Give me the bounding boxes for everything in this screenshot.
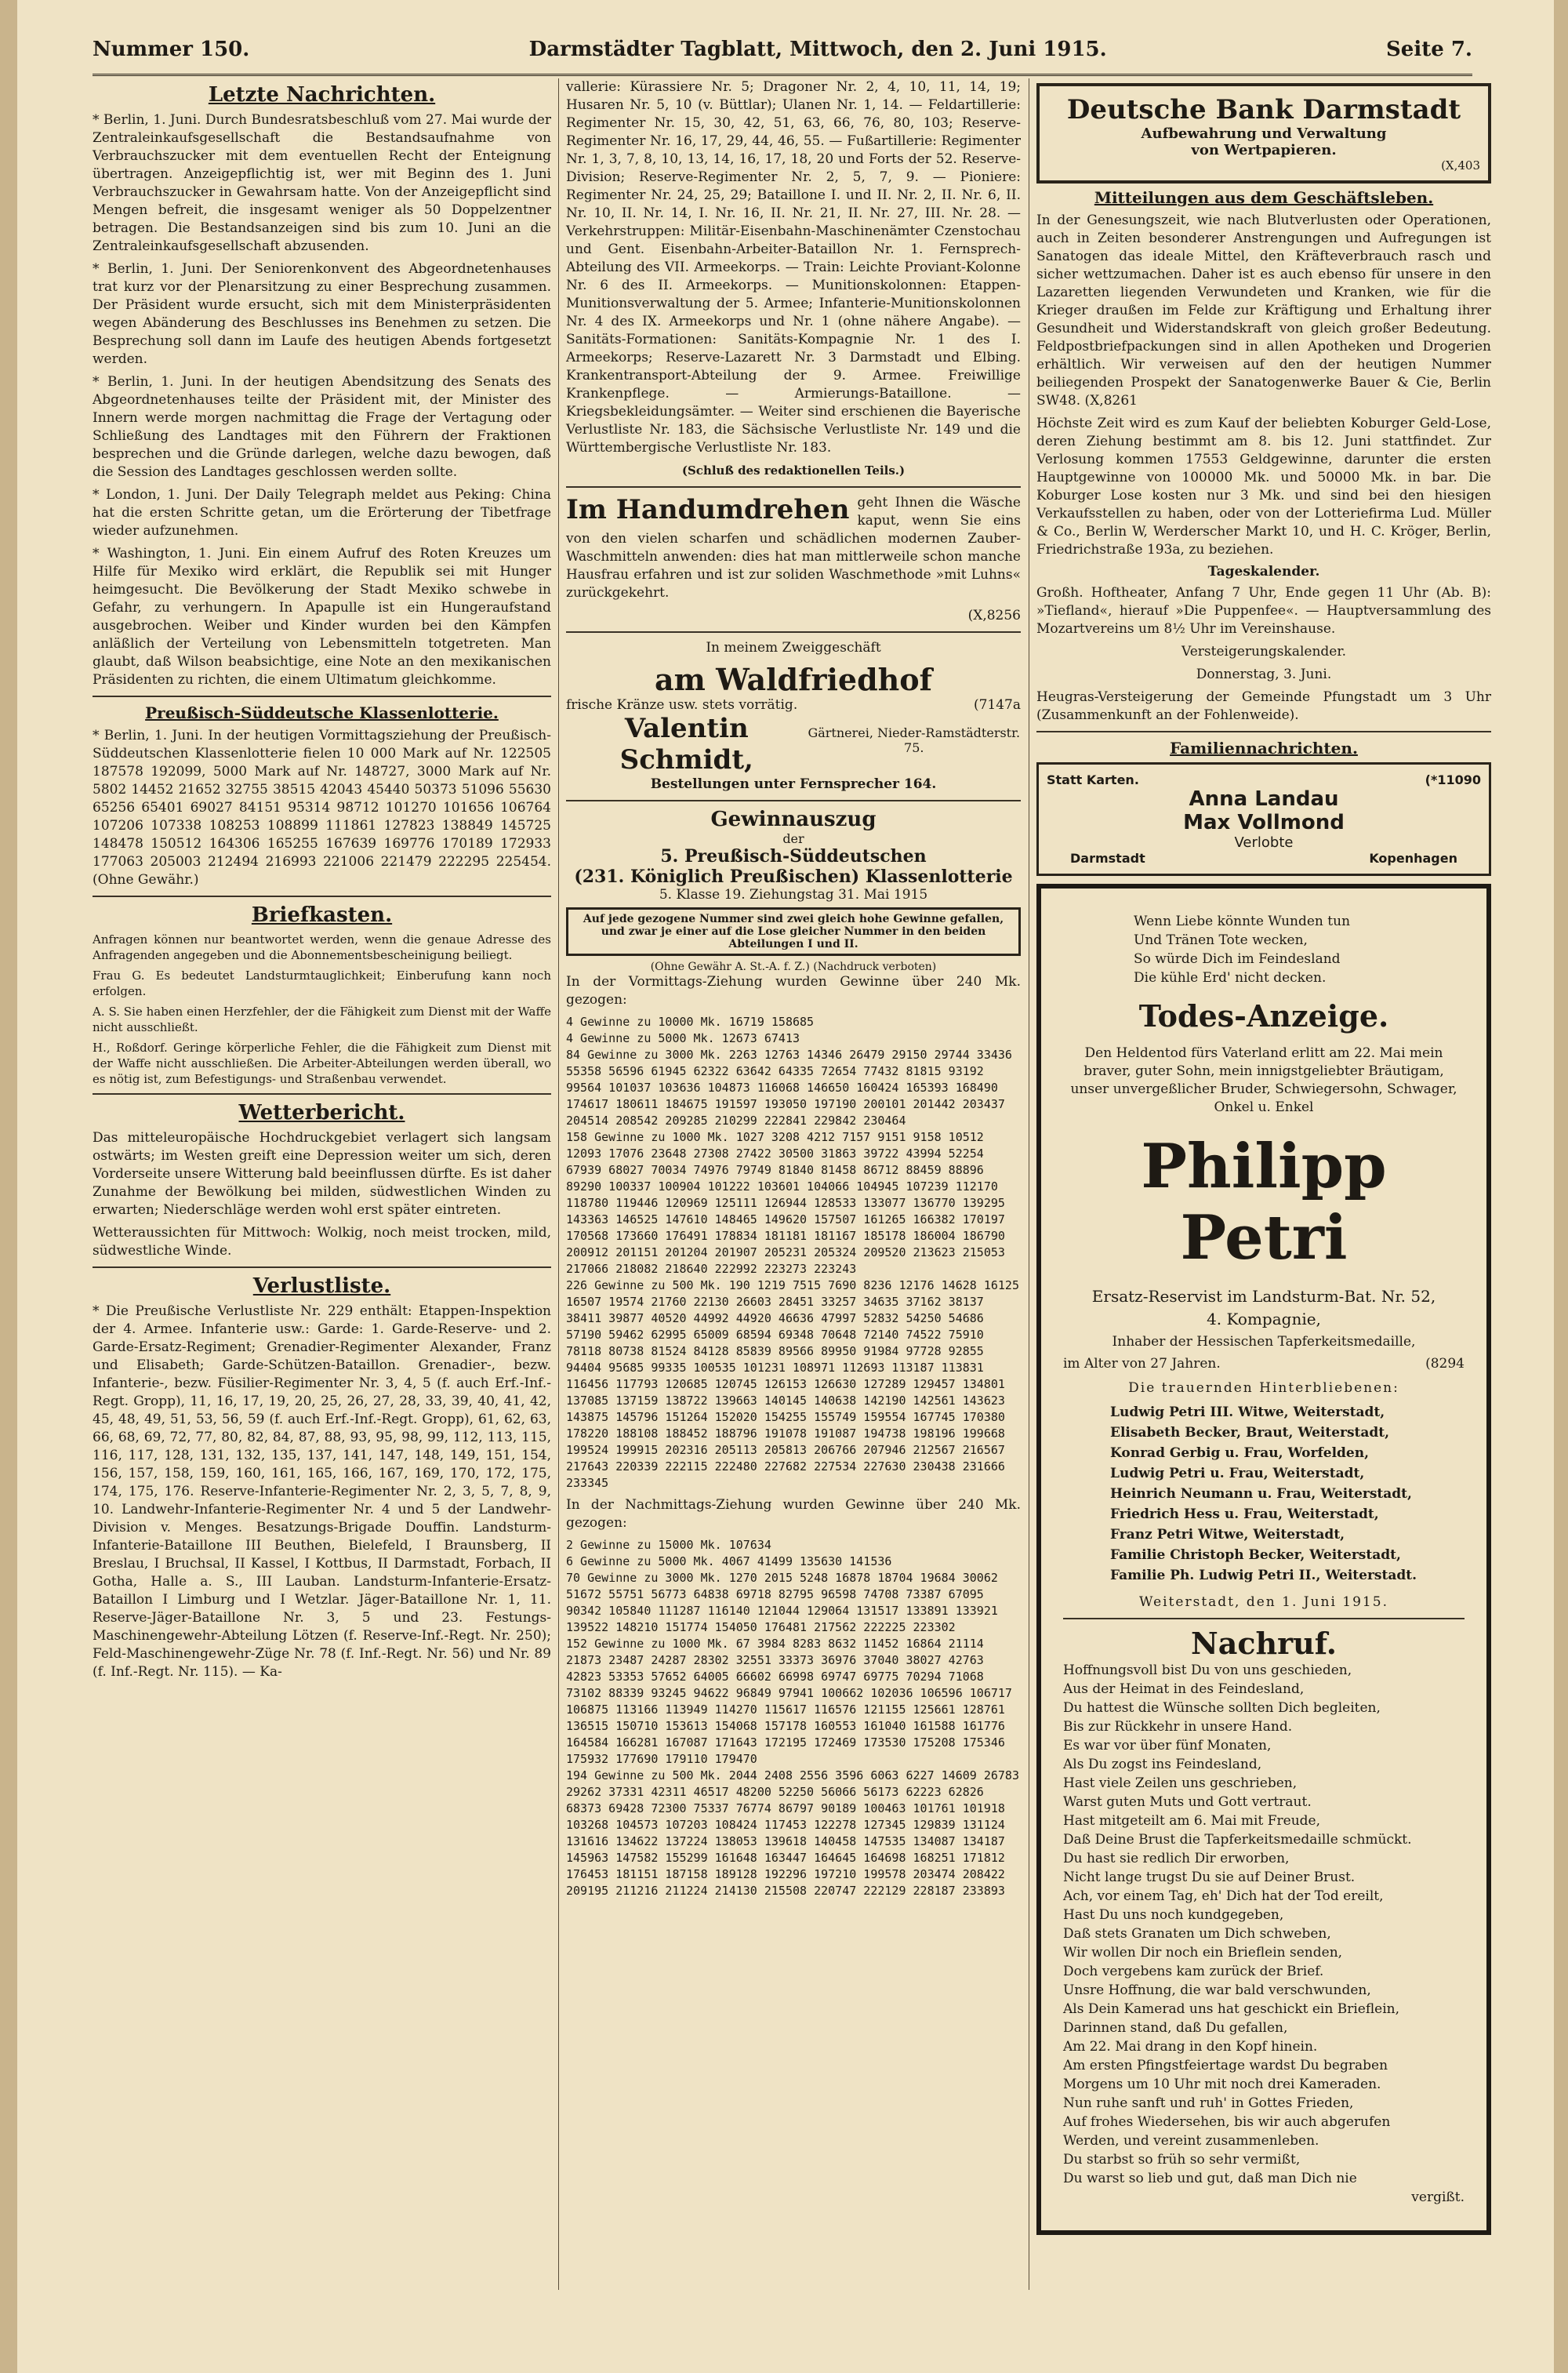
- deceased-rank: Ersatz-Reservist im Landsturm-Bat. Nr. 52,: [1091, 1287, 1436, 1306]
- calendar-subheading: Versteigerungskalender.: [1181, 644, 1347, 660]
- morning-draw-heading: In der Vormittags-Ziehung wurden Gewinne über 240 Mk. gezogen:: [566, 974, 1021, 1008]
- obituary-line: Darinnen stand, daß Du gefallen,: [1063, 2020, 1288, 2036]
- ad-florist-headline: am Waldfriedhof: [655, 662, 932, 697]
- mourner: Familie Ph. Ludwig Petri II., Weiterstadt.: [1110, 1568, 1417, 1583]
- calendar-item: Großh. Hoftheater, Anfang 7 Uhr, Ende gegen 11 Uhr (Ab. B): »Tiefland«, hierauf »Die Puppenfee«. — Hauptversammlung des Mozartvereins um 8½ Uhr im Vereinshause.: [1036, 585, 1491, 637]
- obituary-line: Nicht lange trugst Du sie auf Deiner Brust.: [1063, 1870, 1356, 1885]
- obituary-line: Am 22. Mai drang in den Kopf hinein.: [1063, 2039, 1318, 2055]
- mourner: Familie Christoph Becker, Weiterstadt,: [1110, 1547, 1401, 1563]
- divider: [1063, 1618, 1465, 1619]
- divider: [93, 1093, 551, 1095]
- mourner: Ludwig Petri III. Witwe, Weiterstadt,: [1110, 1405, 1385, 1420]
- business-item: Höchste Zeit wird es zum Kauf der beliebten Koburger Geld-Lose, deren Ziehung bestimmt am 8. bis 12. Juni stattfindet. Zur Verlosung kommen 17553 Geldgewinne, darunter die ersten Hauptgewinne von 100000 Mk. und 50000 Mk. in bar. Die Koburger Lose kosten nur 3 Mk. und sind bei den hiesigen Verkaufsstellen zu haben, oder von der Lotteriefirma Lud. Müller & Co., Berlin W, Werderscher Markt 10, und H. C. Kröger, Berlin, Friedrichstraße 193a, zu beziehen.: [1036, 416, 1491, 558]
- newspaper-title: Darmstädter Tagblatt, Mittwoch, den 2. Juni 1915.: [528, 38, 1107, 61]
- obituary-line: Hast viele Zeilen uns geschrieben,: [1063, 1775, 1298, 1791]
- calendar-date: Donnerstag, 3. Juni.: [1196, 667, 1332, 682]
- death-intro: Den Heldentod fürs Vaterland erlitt am 22. Mai mein braver, guter Sohn, mein innigstgeliebter Bräutigam, unser unvergeßlicher Bruder, Schwiegersohn, Schwager, Onkel u. Enkel: [1070, 1045, 1457, 1115]
- news-heading: Letzte Nachrichten.: [208, 83, 436, 107]
- lottery-der: der: [782, 831, 804, 846]
- ad-code: (X,403: [1441, 158, 1480, 173]
- afternoon-draw-numbers: 2 Gewinne zu 15000 Mk. 107634 6 Gewinne zu 5000 Mk. 4067 41499 135630 141536 70 Gewinne zu 3000 Mk. 1270 2015 5248 16878 18704 19684 30062 51672 55751 56773 64838 69718 82795 96598 74708 73387 67095 90342 105840 111287 116140 121044 129064 131517 133891 133921 139522 148210 151774 154050 176481 217562 222225 223302 152 Gewinne zu 1000 Mk. 67 3984 8283 8632 11452 16864 21114 21873 23487 24287 28302 32551 33373 36976 37040 38027 42763 42823 53353 57652 64005 66602 66998 69747 69775 70294 71068 73102 88339 93245 94622 96849 97941 100662 102036 106596 106717 106875 113166 113949 114270 115617 116576 121155 125661 128761 136515 150710 153613 154068 157178 160553 161040 161588 161776 164584 166281 167087 171643 172195 172469 173530 175208 175346 175932 177690 179110 179470 194 Gewinne zu 500 Mk. 2044 2408 2556 3596 6063 6227 14609 26783 29262 37331 42311 46517 48200 52250 56066 56173 62223 62826 68373 69428 72300 75337 76774 86797 90189 100463 101761 101918 103268 104573 107203 108424 117453 122278 127345 129839 131124 131616 134622 137224 138053 139618 140458 147535 134087 134187 145963 147582 155299 161648 163447 164645 164698 168251 171812 176453 181151 187158 189128 192296 197210 199578 203474 208422 209195 211216 211224 214130 215508 220747 222129 228187 233893: [566, 1538, 1019, 1898]
- obituary-line: Du starbst so früh so sehr vermißt,: [1063, 2152, 1301, 2168]
- obituary-line: Ach, vor einem Tag, eh' Dich hat der Tod ereilt,: [1063, 1888, 1384, 1904]
- letters-section: [93, 932, 551, 1087]
- lottery-note: Auf jede gezogene Nummer sind zwei gleich hohe Gewinne gefallen, und zwar je einer auf die Lose gleicher Nummer in den beiden Abteilungen I und II.: [566, 907, 1021, 956]
- business-heading: Mitteilungen aus dem Geschäftsleben.: [1094, 188, 1434, 207]
- mourner: Heinrich Neumann u. Frau, Weiterstadt,: [1110, 1486, 1412, 1502]
- obituary-poem: [1063, 1661, 1465, 2207]
- lottery-title: Gewinnauszug: [710, 808, 877, 831]
- deceased-name: Philipp Petri: [1141, 1131, 1387, 1274]
- ad-florist-phone: Bestellungen unter Fernsprecher 164.: [650, 776, 937, 792]
- obituary-line: Bis zur Rückkehr in unsere Hand.: [1063, 1719, 1293, 1735]
- obituary-line: Warst guten Muts und Gott vertraut.: [1063, 1794, 1312, 1810]
- ad-code: (X,8256: [967, 608, 1021, 623]
- ad-code: (7147a: [973, 697, 1021, 713]
- editorial-end: (Schluß des redaktionellen Teils.): [681, 463, 906, 478]
- obituary-line: Hast mitgeteilt am 6. Mai mit Freude,: [1063, 1813, 1320, 1829]
- bank-name: Deutsche Bank Darmstadt: [1066, 94, 1461, 125]
- mourner: Friedrich Hess u. Frau, Weiterstadt,: [1110, 1506, 1379, 1522]
- lottery-results: [566, 808, 1021, 973]
- engagement-statt: Statt Karten.: [1047, 772, 1139, 787]
- ad-laundry-headline: Im Handumdrehen: [566, 494, 850, 525]
- deceased-medal: Inhaber der Hessischen Tapferkeitsmedaille,: [1112, 1334, 1416, 1350]
- losses-continued: vallerie: Kürassiere Nr. 5; Dragoner Nr. 2, 4, 10, 11, 14, 19; Husaren Nr. 5, 10 (v. Büttlar); Ulanen Nr. 1, 14. — Feldartillerie: Regimenter Nr. 15, 30, 42, 51, 63, 66, 76, 80, 103; Reserve-Regimenter Nr. 16, 17, 29, 44, 46, 55. — Fußartillerie: Regimenter Nr. 1, 3, 7, 8, 10, 13, 14, 16, 17, 18, 20 und Forts der 52. Reserve-Division; Reserve-Regimenter Nr. 2, 5, 7, 9. — Pioniere: Regimenter Nr. 24, 25, 29; Bataillone I. und II. Nr. 2, II. Nr. 6, II. Nr. 10, II. Nr. 14, I. Nr. 16, II. Nr. 21, II. Nr. 27, III. Nr. 28. — Verkehrstruppen: Militär-Eisenbahn-Maschinenämter Czenstochau und Gent. Eisenbahn-Arbeiter-Bataillon Nr. 1. Fernsprech-Abteilung des VII. Armeekorps. — Train: Leichte Proviant-Kolonne Nr. 6 des II. Armeekorps. — Munitionskolonnen: Etappen-Munitionsverwaltung der 5. Armee; Infanterie-Munitionskolonnen Nr. 4 des IX. Armeekorps und Nr. 1 (ohne nähere Angabe). — Sanitäts-Formationen: Sanitäts-Kompagnie Nr. 1 des I. Armeekorps; Reserve-Lazarett Nr. 3 Darmstadt und Elbing. Krankentransport-Abteilung der 9. Armee. Freiwillige Krankenpflege. — Armierungs-Bataillone. — Kriegsbekleidungsämter. — Weiter sind erschienen die Bayerische Verlustliste Nr. 183, die Sächsische Verlustliste Nr. 149 und die Württembergische Verlustliste Nr. 183.: [566, 79, 1021, 456]
- engagement-notice: [1036, 762, 1491, 876]
- lottery-subtitle: (231. Königlich Preußischen) Klassenlotterie: [574, 867, 1013, 887]
- weather-report: Das mitteleuropäische Hochdruckgebiet verlagert sich langsam ostwärts; im Westen greift eine Depression weiter um sich, deren Vorderseite unsere Witterung bald beeinflussen dürfte. Es ist daher Zunahme der Bewölkung bei milden, südwestlichen Winden zu erwarten; Niederschläge werden wohl erst später eintreten.: [93, 1130, 551, 1218]
- divider: [93, 896, 551, 897]
- newspaper-page: [17, 0, 1554, 2373]
- losses-text: * Die Preußische Verlustliste Nr. 229 enthält: Etappen-Inspektion der 4. Armee. Infanterie usw.: Garde: 1. Garde-Reserve- und 2. Garde-Ersatz-Regiment; Grenadier-Regimenter Alexander, Franz und Elisabeth; Garde-Schützen-Bataillon. Grenadier-, bezw. Infanterie-, bezw. Füsilier-Regimenter Nr. 3, 4, 5 (f. auch Erf.-Inf.-Regt. Gropp), 11, 16, 17, 19, 20, 25, 26, 27, 28, 33, 39, 40, 41, 42, 45, 48, 49, 51, 53, 56, 59 (f. auch Erf.-Inf.-Regt. Gropp), 61, 62, 63, 66, 68, 69, 72, 77, 80, 82, 84, 87, 88, 93, 95, 98, 99, 112, 113, 115, 116, 117, 128, 131, 132, 135, 137, 141, 147, 148, 149, 151, 154, 156, 157, 158, 159, 160, 161, 165, 166, 167, 169, 170, 172, 175, 174, 175, 176. Reserve-Infanterie-Regimenter Nr. 2, 3, 5, 7, 8, 9, 10. Landwehr-Infanterie-Regimenter Nr. 4 und 5 der Landwehr-Division v. Menges. Besatzungs-Brigade Douffin. Landsturm-Infanterie-Bataillone III Beuthen, Bielefeld, I Braunsberg, II Breslau, I Bruchsal, II Kassel, I Kottbus, II Darmstadt, Forbach, II Gotha, Halle a. S., III Lauban. Landsturm-Infanterie-Ersatz-Bataillon I Limburg und I Wetzlar. Jäger-Bataillone Nr. 1, 11. Reserve-Jäger-Bataillone Nr. 3, 5 und 23. Festungs-Maschinengewehr-Abteilung Lötzen (f. Reserve-Inf.-Regt. Nr. 250); Feld-Maschinengewehr-Züge Nr. 78 (f. Inf.-Regt. Nr. 56) und Nr. 89 (f. Inf.-Regt. Nr. 115). — Ka-: [93, 1303, 551, 1680]
- ad-florist-name: Valentin Schmidt,: [619, 713, 753, 776]
- obituary-line: Daß Deine Brust die Tapferkeitsmedaille schmückt.: [1063, 1832, 1412, 1848]
- obituary-line: Es war vor über fünf Monaten,: [1063, 1738, 1272, 1753]
- obituary-line: Nun ruhe sanft und ruh' in Gottes Frieden,: [1063, 2095, 1354, 2111]
- ad-laundry-text: geht Ihnen die Wäsche kaput, wenn Sie eins von den vielen scharfen und schädlichen modernen Zauber-Waschmitteln anwenden: dies hat man mittlerweile schon manche Hausfrau erfahren und ist zur soliden Waschmethode »mit Luhns« zurückgekehrt.: [566, 495, 1021, 601]
- death-place-date: Weiterstadt, den 1. Juni 1915.: [1139, 1594, 1388, 1610]
- ad-code: (8294: [1425, 1356, 1465, 1372]
- obituary-line: Wir wollen Dir noch ein Brieflein senden,: [1063, 1945, 1343, 1961]
- engagement-city: Darmstadt: [1070, 851, 1145, 866]
- engagement-name: Max Vollmond: [1183, 811, 1345, 834]
- weather-forecast: Wetteraussichten für Mittwoch: Wolkig, noch meist trocken, mild, südwestliche Winde.: [93, 1225, 551, 1259]
- obituary-line: Als Du zogst ins Feindesland,: [1063, 1757, 1262, 1772]
- losses-heading: Verlustliste.: [252, 1274, 391, 1298]
- poem-line: Die kühle Erd' nicht decken.: [1134, 970, 1327, 986]
- afternoon-draw-heading: In der Nachmittags-Ziehung wurden Gewinne über 240 Mk. gezogen:: [566, 1497, 1021, 1531]
- ad-laundry: [566, 494, 1021, 625]
- ad-florist-address: Gärtnerei, Nieder-Ramstädterstr. 75.: [808, 725, 1021, 755]
- ad-florist-line: In meinem Zweiggeschäft: [706, 640, 881, 656]
- lottery-date: 5. Klasse 19. Ziehungstag 31. Mai 1915: [659, 887, 928, 903]
- news-item: * Washington, 1. Juni. Ein einem Aufruf des Roten Kreuzes um Hilfe für Mexiko wird erklärt, die Republik sei mit Hunger heimgesucht. Die Bevölkerung der Stadt Mexiko schwebe in Gefahr, zu verhungern. In Apapulle ist ein Hungeraufstand ausgebrochen. Weiber und Kinder wurden bei den Kämpfen anläßlich der Verteilung von Lebensmitteln totgetreten. Man glaubt, daß Wilson beabsichtige, eine Note an den mexikanischen Präsidenten zu richten, die einem Ultimatum gleichkomme.: [93, 546, 551, 688]
- lottery-heading: Preußisch-Süddeutsche Klassenlotterie.: [145, 703, 499, 722]
- business-item: In der Genesungszeit, wie nach Blutverlusten oder Operationen, auch in Zeiten besonderer Anstrengungen und Aufregungen ist Sanatogen das ideale Mittel, den Kräfteverbrauch rasch und sicher wettzumachen. Daher ist es auch ebenso für unsere in den Lazaretten liegenden Verwundeten und Kranken, wie für die Krieger draußen im Felde zur Kräftigung und Erhaltung ihrer Gesundheit und Widerstandskraft von gleich großer Bedeutung. Feldpostbriefpackungen sind in allen Apotheken und Drogerien erhältlich. Wir verweisen auf den der heutigen Nummer beiliegenden Prospekt der Sanatogenwerke Bauer & Cie, Berlin SW48. (X,8261: [1036, 213, 1491, 409]
- bank-subtitle: von Wertpapieren.: [1191, 142, 1337, 158]
- obituary-line: Du hattest die Wünsche sollten Dich begleiten,: [1063, 1700, 1381, 1716]
- obituary-line: Daß stets Granaten um Dich schweben,: [1063, 1926, 1331, 1942]
- mourners-heading: Die trauernden Hinterbliebenen:: [1128, 1380, 1399, 1396]
- obituary-line: Hoffnungsvoll bist Du von uns geschieden,: [1063, 1663, 1352, 1678]
- bank-subtitle: Aufbewahrung und Verwaltung: [1141, 125, 1387, 142]
- lottery-text: * Berlin, 1. Juni. In der heutigen Vormittagsziehung der Preußisch-Süddeutschen Klassenlotterie fielen 10 000 Mark auf Nr. 122505 187578 192099, 5000 Mark auf Nr. 148727, 3000 Mark auf Nr. 5802 14452 21652 32755 38515 42043 45440 50373 51096 55630 65256 65401 69027 84151 95314 98712 101270 101656 106764 107206 107338 108253 108899 111861 127823 138849 145725 148478 150512 164306 165255 167639 169776 170189 172933 177063 205003 212494 216993 221006 221479 222295 225454. (Ohne Gewähr.): [93, 728, 551, 888]
- obituary-line: Du warst so lieb und gut, daß man Dich nie: [1063, 2171, 1357, 2186]
- obituary-line: Aus der Heimat in des Feindesland,: [1063, 1681, 1305, 1697]
- obituary-line: Auf frohes Wiedersehen, bis wir auch abgerufen: [1063, 2114, 1391, 2130]
- ad-code: (*11090: [1425, 772, 1481, 787]
- deceased-age: im Alter von 27 Jahren.: [1063, 1356, 1221, 1372]
- obituary-line: Du hast sie redlich Dir erworben,: [1063, 1851, 1290, 1866]
- poem-line: So würde Dich im Feindesland: [1134, 951, 1341, 967]
- mourner: Elisabeth Becker, Braut, Weiterstadt,: [1110, 1425, 1390, 1441]
- ad-florist: [566, 639, 1021, 794]
- mourner: Konrad Gerbig u. Frau, Worfelden,: [1110, 1445, 1370, 1461]
- obituary-title: Nachruf.: [1191, 1626, 1337, 1661]
- mourner: Franz Petri Witwe, Weiterstadt,: [1110, 1527, 1345, 1543]
- engagement-status: Verlobte: [1234, 834, 1294, 851]
- death-title: Todes-Anzeige.: [1138, 998, 1389, 1034]
- news-item: * London, 1. Juni. Der Daily Telegraph meldet aus Peking: China hat die ersten Schritte getan, um die Erörterung der Tibetfrage wieder aufzunehmen.: [93, 487, 551, 539]
- lottery-subtitle: 5. Preußisch-Süddeutschen: [660, 846, 927, 867]
- divider: [566, 486, 1021, 488]
- column-middle: [566, 78, 1021, 1904]
- obituary-line: Unsre Hoffnung, die war bald verschwunden,: [1063, 1982, 1371, 1998]
- divider: [93, 1266, 551, 1268]
- divider: [93, 696, 551, 697]
- poem-line: Und Tränen Tote wecken,: [1134, 932, 1308, 948]
- deceased-company: 4. Kompagnie,: [1207, 1310, 1321, 1328]
- weather-heading: Wetterbericht.: [238, 1101, 405, 1125]
- column-divider: [558, 78, 559, 2290]
- ad-florist-line: frische Kränze usw. stets vorrätig.: [566, 697, 798, 713]
- mourners-list: [1063, 1402, 1465, 1586]
- calendar-heading: Tageskalender.: [1207, 564, 1320, 580]
- news-item: * Berlin, 1. Juni. Der Seniorenkonvent des Abgeordnetenhauses trat kurz vor der Plenarsitzung zu einer Besprechung zusammen. Der Präsident wurde ersucht, sich mit dem Ministerpräsidenten wegen Abänderung des Beschlusses ins Benehmen zu setzen. Die Besprechung soll dann im Laufe des heutigen Abends fortgesetzt werden.: [93, 261, 551, 367]
- obituary-line: Hast Du uns noch kundgegeben,: [1063, 1907, 1284, 1923]
- engagement-name: Anna Landau: [1189, 787, 1339, 811]
- page-header: [93, 38, 1472, 76]
- divider: [566, 800, 1021, 801]
- obituary-line: Doch vergebens kam zurück der Brief.: [1063, 1964, 1324, 1979]
- divider: [566, 631, 1021, 633]
- ad-bank: [1036, 83, 1491, 184]
- poem-line: Wenn Liebe könnte Wunden tun: [1134, 914, 1351, 929]
- issue-number: Nummer 150.: [93, 38, 250, 61]
- news-item: * Berlin, 1. Juni. Durch Bundesratsbeschluß vom 27. Mai wurde der Zentraleinkaufsgesellschaft die Bestandsaufnahme von Verbrauchszucker mit dem eventuellen Recht der Enteignung übertragen. Anzeigepflichtig ist, wer mit Beginn des 1. Juni Verbrauchszucker in Gewahrsam hatte. Von der Anzeigepflicht sind Mengen befreit, die insgesamt weniger als 50 Doppelzentner betragen. Die Bestandsanzeigen sind bis zum 10. Juni an die Zentraleinkaufsgesellschaft abzusenden.: [93, 112, 551, 254]
- column-right: [1036, 78, 1491, 2235]
- letter-answer: A. S. Sie haben einen Herzfehler, der die Fähigkeit zum Dienst mit der Waffe nicht ausschließt.: [93, 1005, 551, 1034]
- obituary-line: Werden, und vereint zusammenleben.: [1063, 2133, 1319, 2149]
- family-heading: Familiennachrichten.: [1170, 739, 1358, 758]
- letter-answer: H., Roßdorf. Geringe körperliche Fehler, die die Fähigkeit zum Dienst mit der Waffe nicht ausschließen. Die Arbeiter-Abteilungen werden überall, wo es nötig ist, zum Befestigungs- und Straßenbau verwendet.: [93, 1041, 551, 1086]
- news-item: * Berlin, 1. Juni. In der heutigen Abendsitzung des Senats des Abgeordnetenhauses teilte der Präsident mit, der Minister des Innern werde morgen nachmittag die Frage der Vertagung oder Schließung des Landtages mit den Führern der Fraktionen besprechen und die Gründe darlegen, welche dazu bewogen, daß die Session des Landtages geschlossen werden sollte.: [93, 374, 551, 480]
- morning-draw-numbers: 4 Gewinne zu 10000 Mk. 16719 158685 4 Gewinne zu 5000 Mk. 12673 67413 84 Gewinne zu 3000 Mk. 2263 12763 14346 26479 29150 29744 33436 55358 56596 61945 62322 63642 64335 72654 77432 81815 93192 99564 101037 103636 104873 116068 146650 160424 165393 168490 174617 180611 184675 191597 193050 197190 200101 201442 203437 204514 208542 209285 210299 222841 229842 230464 158 Gewinne zu 1000 Mk. 1027 3208 4212 7157 9151 9158 10512 12093 17076 23648 27308 27422 30500 31863 39722 43994 52254 67939 68027 70034 74976 79749 81840 81458 86712 88459 88896 89290 100337 100904 101222 103601 104066 104945 107239 112170 118780 119446 120969 125111 126944 128533 133077 136770 139295 143363 146525 147610 148465 149620 157507 161265 166382 170197 170568 173660 176491 178834 181181 181167 185178 186004 186790 200912 201151 201204 201907 205231 205324 209520 213623 215053 217066 218082 218640 222992 223273 223243 226 Gewinne zu 500 Mk. 190 1219 7515 7690 8236 12176 14628 16125 16507 19574 21760 22130 26603 28451 33257 34635 37162 38137 38411 39877 40520 44992 44920 46636 47997 52832 54250 54686 57190 59462 62995 65009 68594 69348 70648 72140 74522 75910 78118 80738 81524 84128 85839 89566 89950 91984 97728 92855 94404 95685 99335 100535 101231 108971 112693 113187 113831 116456 117793 120685 120745 126153 126630 127289 129457 134801 137085 137159 138722 139663 140145 140638 142190 142561 143623 143875 145796 151264 152020 154255 155749 159554 167745 170380 178220 188108 188452 188796 191078 191087 194738 198196 199668 199524 199915 202316 205113 205813 206766 207946 212567 216567 217643 220339 222115 222480 227682 227534 227630 230438 231666 233345: [566, 1015, 1019, 1490]
- letters-note: Anfragen können nur beantwortet werden, wenn die genaue Adresse des Anfragenden angegeben und die Abonnementsbescheinigung beiliegt.: [93, 932, 551, 962]
- obituary-line: Morgens um 10 Uhr mit noch drei Kameraden.: [1063, 2077, 1381, 2092]
- death-notice: [1036, 884, 1491, 2235]
- death-poem: [1134, 912, 1465, 987]
- divider: [1036, 731, 1491, 732]
- obituary-line: Als Dein Kamerad uns hat geschickt ein Brieflein,: [1063, 2001, 1400, 2017]
- mourner: Ludwig Petri u. Frau, Weiterstadt,: [1110, 1466, 1365, 1481]
- letter-answer: Frau G. Es bedeutet Landsturmtauglichkeit; Einberufung kann noch erfolgen.: [93, 968, 551, 998]
- engagement-city: Kopenhagen: [1369, 851, 1457, 866]
- column-left: [93, 78, 551, 1686]
- letters-heading: Briefkasten.: [251, 903, 393, 927]
- obituary-line: Am ersten Pfingstfeiertage wardst Du begraben: [1063, 2058, 1388, 2073]
- lottery-disclaimer: (Ohne Gewähr A. St.-A. f. Z.) (Nachdruck verboten): [650, 961, 937, 973]
- obituary-line: vergißt.: [1411, 2189, 1465, 2205]
- page-number: Seite 7.: [1386, 38, 1472, 61]
- calendar-item: Heugras-Versteigerung der Gemeinde Pfungstadt um 3 Uhr (Zusammenkunft an der Fohlenweide).: [1036, 689, 1491, 723]
